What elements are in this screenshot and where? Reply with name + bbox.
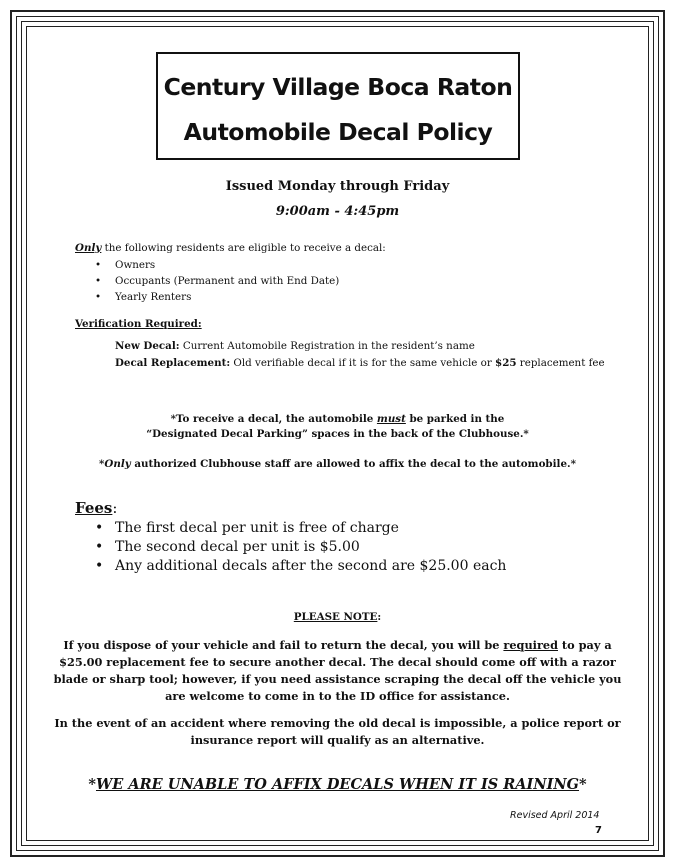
issued-days: Issued Monday through Friday (225, 179, 450, 194)
note-p1-line-3: blade or sharp tool; however, if you need assistance scraping the decal off the vehicle you (53, 672, 622, 686)
list-item: • The first decal per unit is free of charge (95, 520, 399, 536)
revised-date: Revised April 2014 (510, 810, 600, 821)
notice-staff: *Only authorized Clubhouse staff are allowed to affix the decal to the automobile.* (99, 458, 576, 470)
list-item: • Occupants (Permanent and with End Date) (95, 275, 340, 287)
notice-parking-line-2: “Designated Decal Parking” spaces in the back of the Clubhouse.* (146, 428, 529, 440)
verification-replacement: Decal Replacement: Old verifiable decal if it is for the same vehicle or $25 replacement fee (115, 357, 605, 369)
title-line-2: Automobile Decal Policy (183, 118, 493, 146)
title-line-1: Century Village Boca Raton (163, 73, 513, 101)
note-p1-line-2: $25.00 replacement fee to secure another decal. The decal should come off with a razor (59, 655, 616, 669)
list-item: • The second decal per unit is $5.00 (95, 539, 360, 555)
issued-hours: 9:00am - 4:45pm (275, 204, 400, 219)
note-p2-line-2: insurance report will qualify as an alternative. (190, 733, 485, 747)
raining-warning: *WE ARE UNABLE TO AFFIX DECALS WHEN IT IS RAINING* (88, 776, 587, 793)
eligibility-intro-text: the following residents are eligible to receive a decal: (101, 242, 386, 254)
note-p1-line-4: are welcome to come in to the ID office for assistance. (165, 689, 510, 703)
list-item: • Owners (95, 259, 156, 271)
title-box (156, 52, 520, 160)
list-item: • Any additional decals after the second are $25.00 each (95, 558, 507, 574)
verification-heading: Verification Required: (75, 318, 202, 330)
note-p2-line-1: In the event of an accident where removing the old decal is impossible, a police report or (54, 716, 621, 730)
notice-parking-line-1: *To receive a decal, the automobile must be parked in the (170, 413, 505, 425)
fees-heading: Fees: (75, 499, 118, 517)
page-number: 7 (595, 825, 602, 836)
eligibility-only: Only (75, 242, 102, 254)
eligibility-intro (75, 242, 386, 254)
list-item: • Yearly Renters (95, 291, 192, 303)
note-p1-line-1: If you dispose of your vehicle and fail to return the decal, you will be required to pay a (63, 638, 612, 652)
please-note-heading: PLEASE NOTE: (293, 611, 382, 623)
verification-new: New Decal: Current Automobile Registration in the resident’s name (115, 340, 475, 352)
